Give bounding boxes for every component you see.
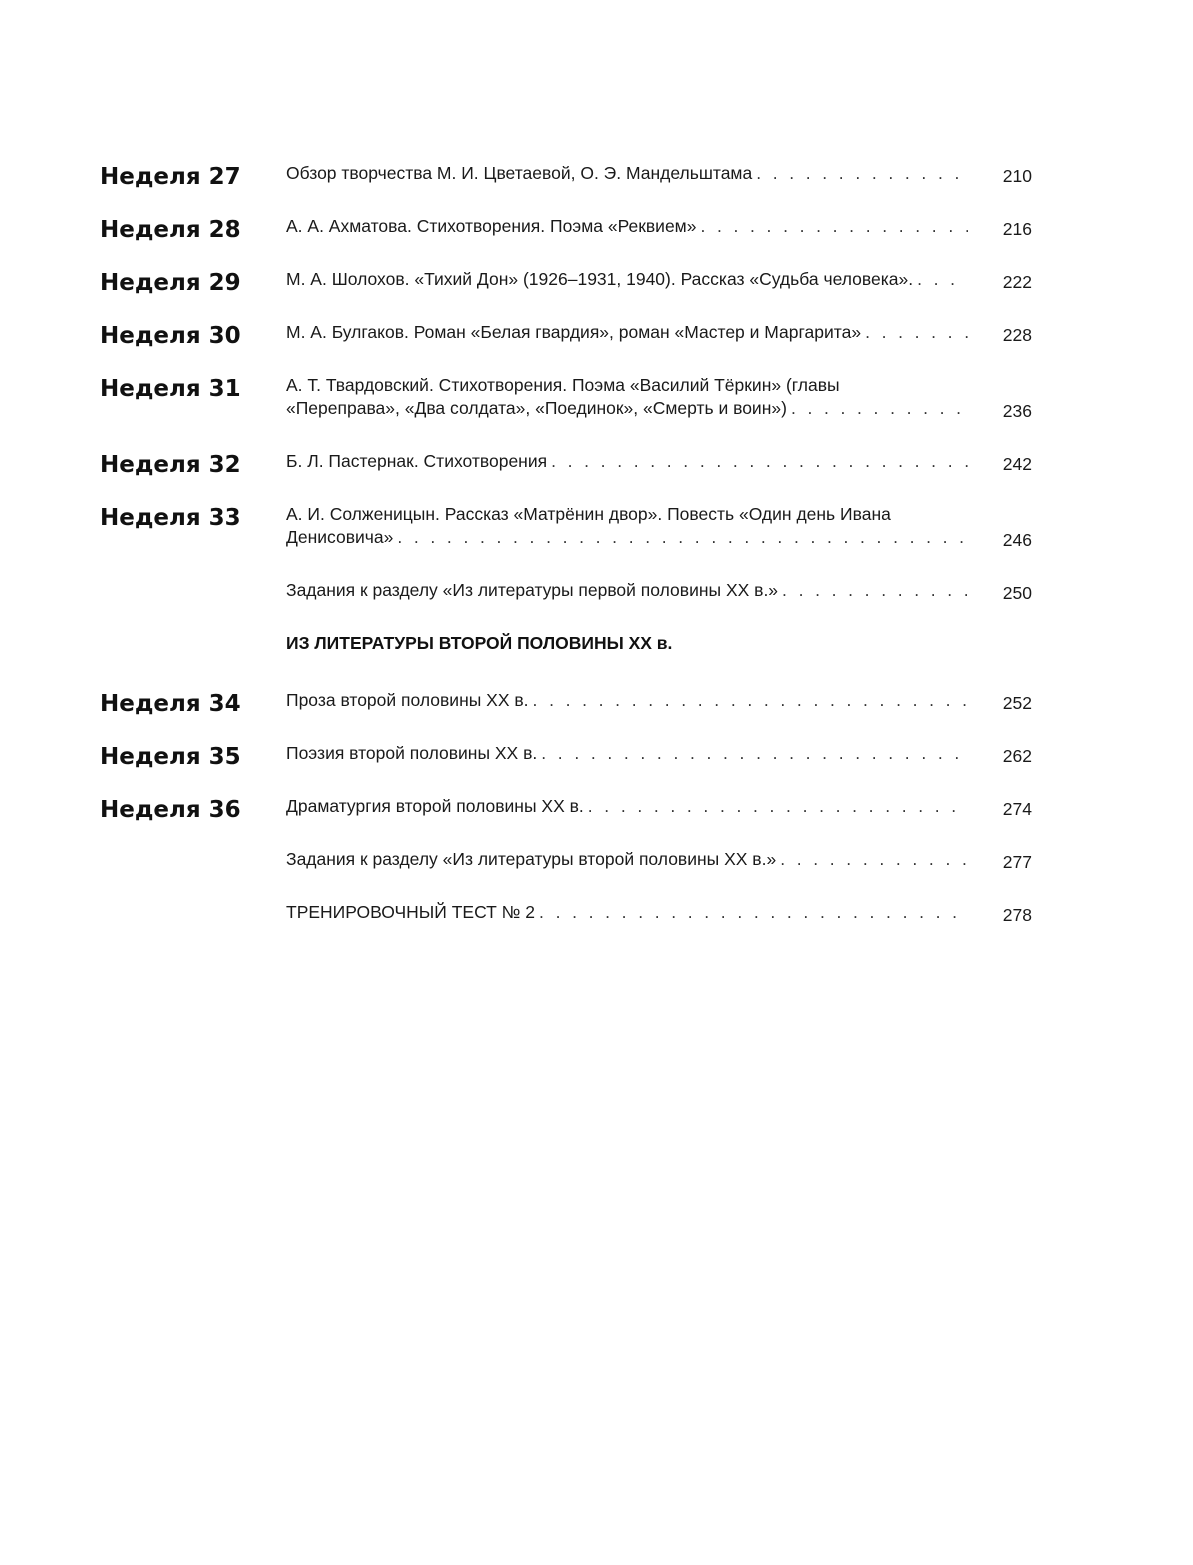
dot-leader xyxy=(700,215,968,238)
table-of-contents xyxy=(100,160,1040,924)
toc-row xyxy=(100,450,1040,478)
toc-row xyxy=(100,848,1040,871)
week-label: Неделя 31 xyxy=(100,376,241,402)
entry-title-line: Драматургия второй половины XX в. xyxy=(286,796,584,816)
toc-group-second-half xyxy=(100,689,1040,924)
dot-leader xyxy=(397,526,968,549)
dot-leader xyxy=(533,689,968,712)
page-number: 242 xyxy=(1002,454,1032,474)
toc-entry[interactable] xyxy=(286,689,1036,712)
page-number: 252 xyxy=(1002,693,1032,713)
week-label: Неделя 35 xyxy=(100,744,241,770)
entry-title-line: Обзор творчества М. И. Цветаевой, О. Э. Мандельштама xyxy=(286,163,753,183)
toc-row xyxy=(100,215,1040,243)
page-number: 222 xyxy=(1002,272,1032,292)
dot-leader xyxy=(539,901,968,924)
toc-entry[interactable] xyxy=(286,579,1036,602)
toc-entry[interactable] xyxy=(286,901,1036,924)
dot-leader xyxy=(780,848,968,871)
toc-entry[interactable] xyxy=(286,374,1036,420)
week-label: Неделя 34 xyxy=(100,691,241,717)
dot-leader xyxy=(541,742,968,765)
entry-title-line: Проза второй половины XX в. xyxy=(286,690,529,710)
dot-leader xyxy=(865,321,968,344)
page-number: 277 xyxy=(1002,852,1032,872)
entry-title-line: А. Т. Твардовский. Стихотворения. Поэма «Василий Тёркин» (главы xyxy=(286,375,840,395)
toc-entry[interactable] xyxy=(286,848,1036,871)
toc-row xyxy=(100,374,1040,420)
week-label: Неделя 30 xyxy=(100,323,241,349)
dot-leader xyxy=(756,162,968,185)
toc-row xyxy=(100,689,1040,717)
toc-entry[interactable] xyxy=(286,450,1036,473)
week-label: Неделя 29 xyxy=(100,270,241,296)
week-label: Неделя 28 xyxy=(100,217,241,243)
week-label: Неделя 27 xyxy=(100,164,241,190)
page-number: 250 xyxy=(1002,583,1032,603)
toc-entry[interactable] xyxy=(286,795,1036,818)
dot-leader xyxy=(588,795,968,818)
week-label: Неделя 33 xyxy=(100,505,241,531)
entry-title-line: Б. Л. Пастернак. Стихотворения xyxy=(286,451,548,471)
page-number: 246 xyxy=(1002,530,1032,550)
week-label: Неделя 36 xyxy=(100,797,241,823)
toc-row xyxy=(100,268,1040,296)
dot-leader xyxy=(551,450,968,473)
toc-group-first-half xyxy=(100,162,1040,602)
page-number: 236 xyxy=(1002,401,1032,421)
toc-row xyxy=(100,742,1040,770)
entry-title-line: Задания к разделу «Из литературы первой половины XX в.» xyxy=(286,580,779,600)
dot-leader xyxy=(917,268,968,291)
entry-title-line: Задания к разделу «Из литературы второй половины XX в.» xyxy=(286,849,777,869)
toc-row xyxy=(100,162,1040,190)
entry-title-line: ТРЕНИРОВОЧНЫЙ ТЕСТ № 2 xyxy=(286,902,536,922)
toc-row xyxy=(100,795,1040,823)
page-number: 262 xyxy=(1002,746,1032,766)
page-number: 228 xyxy=(1002,325,1032,345)
toc-entry[interactable] xyxy=(286,321,1036,344)
dot-leader xyxy=(782,579,968,602)
entry-title-line: Денисовича» xyxy=(286,527,394,547)
toc-row xyxy=(100,503,1040,549)
toc-entry[interactable] xyxy=(286,268,1036,291)
dot-leader xyxy=(791,397,968,420)
entry-title-line: А. И. Солженицын. Рассказ «Матрёнин двор». Повесть «Один день Ивана xyxy=(286,504,891,524)
page-number: 210 xyxy=(1002,166,1032,186)
toc-row xyxy=(100,901,1040,924)
entry-title-line: М. А. Булгаков. Роман «Белая гвардия», роман «Мастер и Маргарита» xyxy=(286,322,862,342)
entry-title-line: М. А. Шолохов. «Тихий Дон» (1926–1931, 1940). Рассказ «Судьба человека». xyxy=(286,269,914,289)
toc-entry[interactable] xyxy=(286,503,1036,549)
toc-entry[interactable] xyxy=(286,162,1036,185)
entry-title-line: Поэзия второй половины XX в. xyxy=(286,743,538,763)
page-number: 216 xyxy=(1002,219,1032,239)
section-heading: ИЗ ЛИТЕРАТУРЫ ВТОРОЙ ПОЛОВИНЫ XX в. xyxy=(286,633,673,653)
toc-row xyxy=(100,321,1040,349)
toc-row xyxy=(100,579,1040,602)
entry-title-line: А. А. Ахматова. Стихотворения. Поэма «Реквием» xyxy=(286,216,697,236)
entry-title-line: «Переправа», «Два солдата», «Поединок», «Смерть и воин») xyxy=(286,398,787,418)
toc-entry[interactable] xyxy=(286,215,1036,238)
page-number: 274 xyxy=(1002,799,1032,819)
toc-entry[interactable] xyxy=(286,742,1036,765)
week-label: Неделя 32 xyxy=(100,452,241,478)
page-number: 278 xyxy=(1002,905,1032,925)
